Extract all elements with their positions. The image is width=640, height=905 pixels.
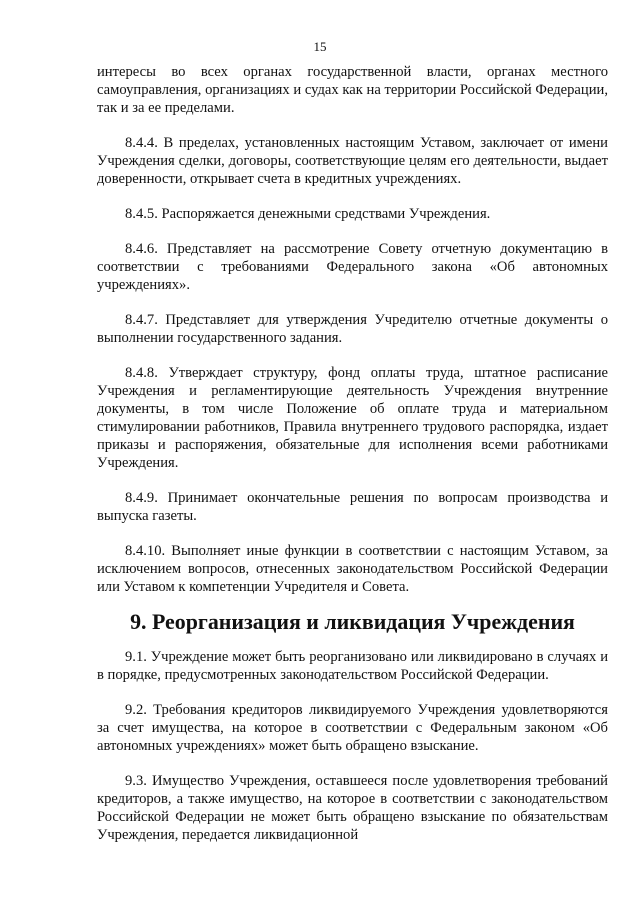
- paragraph-8-4-5: 8.4.5. Распоряжается денежными средствами Учреждения.: [125, 206, 491, 222]
- paragraph-8-4-4: 8.4.4. В пределах, установленных настоящим Уставом, заключает от имени Учреждения сделки, договоры, соответствующие целям его деятельности, выдает доверенности, открывает счета в кредитных учреждениях.: [97, 135, 608, 187]
- section-heading: 9. Реорганизация и ликвидация Учреждения: [130, 609, 575, 634]
- page-number: 15: [313, 39, 327, 54]
- paragraph-8-4-6: 8.4.6. Представляет на рассмотрение Совету отчетную документацию в соответствии с требованиями Федерального закона «Об автономных учреждениях».: [97, 241, 608, 293]
- paragraph-8-4-8: 8.4.8. Утверждает структуру, фонд оплаты труда, штатное расписание Учреждения и регламентирующие деятельность Учреждения внутренние документы, в том числе Положение об оплате труда и материальном стимулировании работников, Правила внутреннего трудового распорядка, издает приказы и распоряжения, обязательные для исполнения всеми работниками Учреждения.: [97, 365, 608, 471]
- paragraph-8-4-7: 8.4.7. Представляет для утверждения Учредителю отчетные документы о выполнении государственного задания.: [97, 312, 608, 346]
- paragraph-8-4-10: 8.4.10. Выполняет иные функции в соответствии с настоящим Уставом, за исключением вопросов, отнесенных законодательством Российской Федерации или Уставом к компетенции Учредителя и Совета.: [97, 543, 608, 595]
- paragraph-8-4-9: 8.4.9. Принимает окончательные решения по вопросам производства и выпуска газеты.: [97, 490, 608, 524]
- paragraph-9-2: 9.2. Требования кредиторов ликвидируемого Учреждения удовлетворяются за счет имущества, на которое в соответствии с Федеральным законом «Об автономных учреждениях» может быть обращено взыскание.: [97, 702, 608, 754]
- paragraph-9-3: 9.3. Имущество Учреждения, оставшееся после удовлетворения требований кредиторов, а также имущество, на которое в соответствии с законодательством Российской Федерации не может быть обращено взыскание по обязательствам Учреждения, передается ликвидационной: [97, 773, 608, 843]
- paragraph-9-1: 9.1. Учреждение может быть реорганизовано или ликвидировано в случаях и в порядке, предусмотренных законодательством Российской Федерации.: [97, 649, 608, 683]
- page-content: [97, 63, 608, 861]
- paragraph-continuation: интересы во всех органах государственной власти, органах местного самоуправления, организациях и судах как на территории Российской Федерации, так и за ее пределами.: [97, 64, 608, 116]
